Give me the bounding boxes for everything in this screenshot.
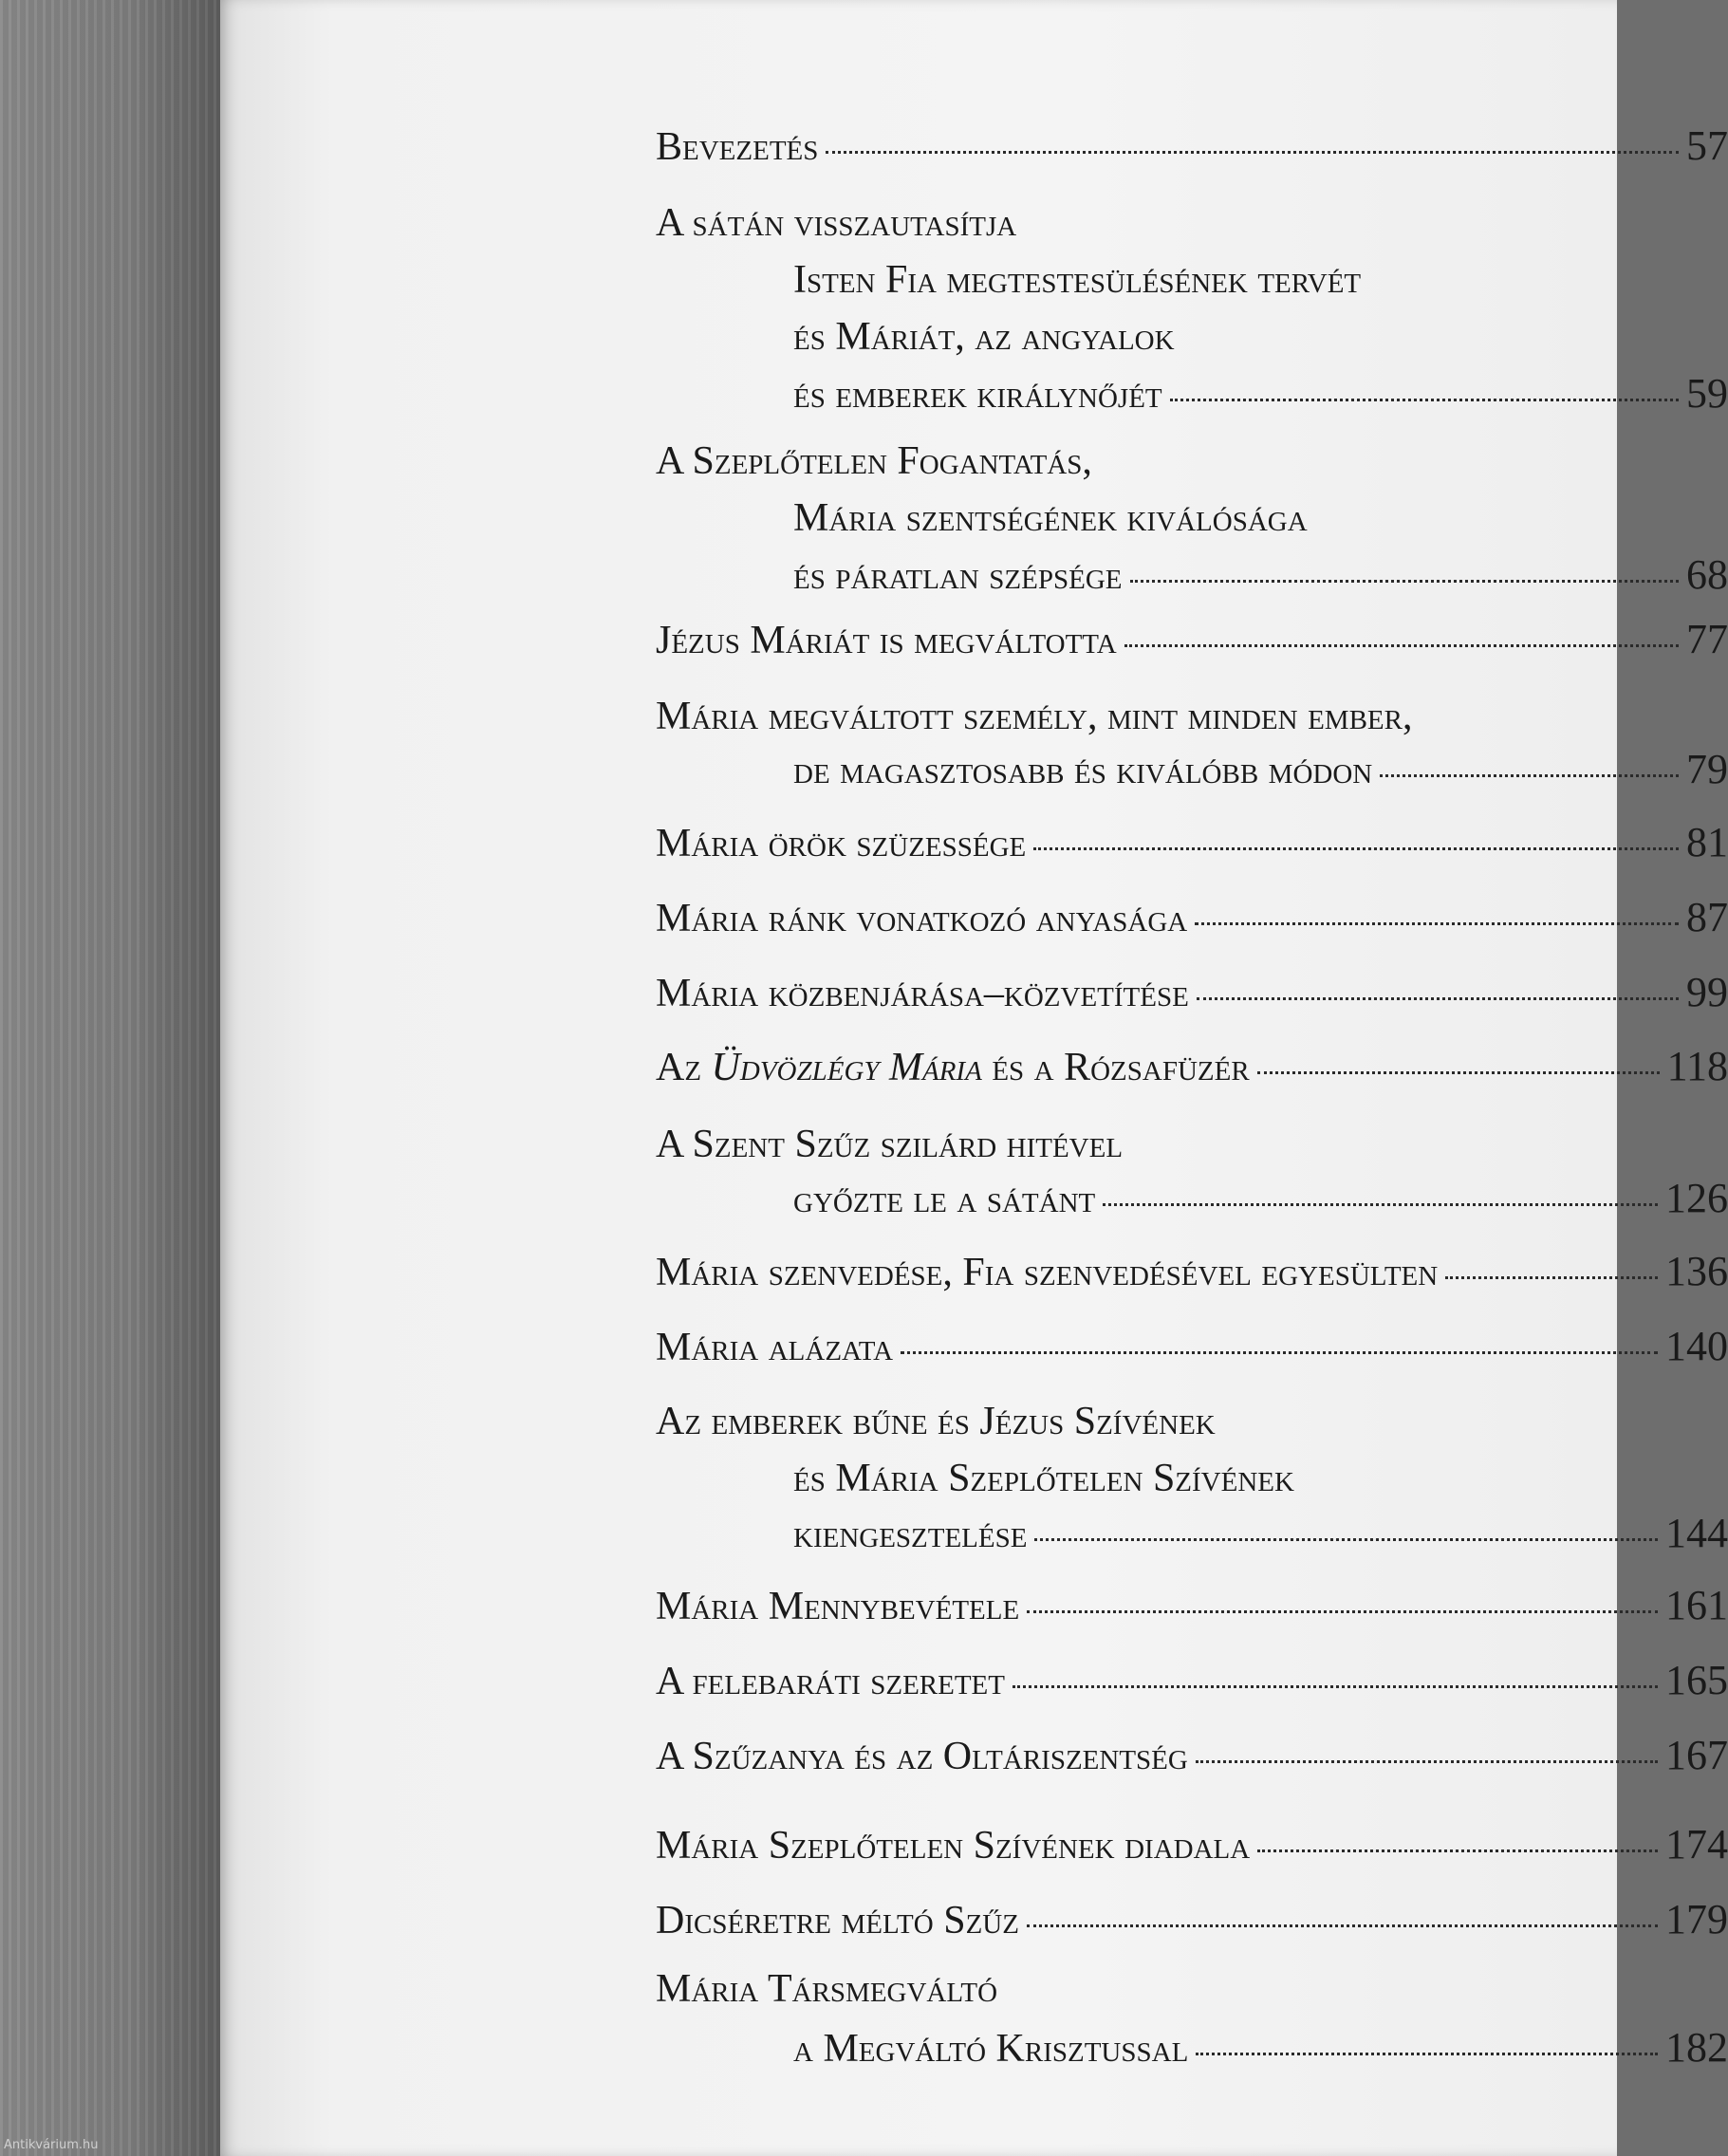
dot-leader: [1445, 1267, 1658, 1279]
dot-leader: [1257, 1062, 1660, 1074]
watermark: Antikvárium.hu: [4, 2138, 99, 2152]
dot-leader: [1027, 1601, 1658, 1613]
entry-title-suffix: és a Rózsafüzér: [981, 1046, 1250, 1089]
page-number: 126: [1665, 1175, 1728, 1221]
entry-title: Bevezetés: [656, 125, 819, 169]
dot-leader: [1034, 1529, 1658, 1541]
page-number: 165: [1665, 1657, 1728, 1703]
entry-title-continued: és Máriát, az angyalok: [793, 315, 1175, 359]
page-number: 77: [1686, 616, 1728, 662]
dot-leader: [1170, 389, 1679, 401]
entry-title: Mária szenvedése, Fia szenvedésével egyesülten: [656, 1251, 1439, 1294]
entry-title: Mária Mennybevétele: [656, 1585, 1020, 1628]
page-number: 87: [1686, 894, 1728, 940]
page-number: 140: [1665, 1323, 1728, 1369]
wooden-background: [0, 0, 220, 2156]
entry-title-last-line: és emberek királynőjét: [793, 373, 1162, 417]
dot-leader: [1257, 1840, 1658, 1852]
entry-title: Mária örök szüzessége: [656, 822, 1027, 865]
page-number: 167: [1665, 1732, 1728, 1778]
dot-leader: [1027, 1915, 1658, 1927]
page-number: 182: [1665, 2024, 1728, 2071]
entry-title: Mária megváltott személy, mint minden ember,: [656, 695, 1413, 738]
entry-title: Mária Társmegváltó: [656, 1967, 998, 2011]
dot-leader: [1380, 765, 1679, 777]
page-number: 81: [1686, 819, 1728, 865]
dot-leader: [1196, 1751, 1658, 1763]
entry-title-continued: Mária szentségének kiválósága: [793, 496, 1308, 540]
entry-title: Az emberek bűne és Jézus Szívének: [656, 1400, 1216, 1443]
page-number: 68: [1686, 551, 1728, 598]
dot-leader: [1124, 635, 1679, 647]
page-number: 59: [1686, 370, 1728, 417]
entry-title-last-line: a Megváltó Krisztussal: [793, 2027, 1189, 2071]
dot-leader: [901, 1342, 1658, 1354]
page-number: 179: [1665, 1896, 1728, 1942]
entry-title: A Szeplőtelen Fogantatás,: [656, 439, 1092, 483]
dot-leader: [1195, 913, 1679, 925]
entry-title-prefix: Az: [656, 1046, 712, 1089]
dot-leader: [1196, 2043, 1658, 2055]
dot-leader: [1130, 570, 1680, 583]
entry-title: A felebaráti szeretet: [656, 1660, 1005, 1703]
entry-title: Mária Szeplőtelen Szívének diadala: [656, 1824, 1251, 1868]
page-number: 99: [1686, 969, 1728, 1015]
entry-title-last-line: de magasztosabb és kiválóbb módon: [793, 749, 1373, 792]
page-number: 79: [1686, 746, 1728, 792]
dot-leader: [826, 141, 1679, 154]
entry-title-last-line: győzte le a sátánt: [793, 1178, 1096, 1221]
entry-title-italic: Üdvözlégy Mária: [711, 1046, 982, 1089]
entry-title-continued: Isten Fia megtestesülésének tervét: [793, 258, 1362, 302]
entry-title: Mária ránk vonatkozó anyasága: [656, 897, 1188, 940]
dot-leader: [1013, 1676, 1658, 1688]
entry-title: [656, 1043, 1250, 1092]
entry-title: A Szent Szűz szilárd hitével: [656, 1123, 1124, 1166]
page-number: 57: [1686, 122, 1728, 169]
entry-title: Mária alázata: [656, 1326, 894, 1369]
page-number: 118: [1666, 1043, 1728, 1089]
dot-leader: [1197, 988, 1679, 1000]
entry-title-last-line: kiengesztelése: [793, 1513, 1028, 1556]
page-number: 161: [1665, 1582, 1728, 1628]
entry-title: A Szűzanya és az Oltáriszentség: [656, 1735, 1188, 1778]
dot-leader: [1103, 1194, 1658, 1206]
page-number: 174: [1665, 1821, 1728, 1868]
entry-title: Dicséretre méltó Szűz: [656, 1899, 1019, 1942]
page-number: 144: [1665, 1510, 1728, 1556]
dot-leader: [1033, 838, 1679, 850]
page-number: 136: [1665, 1248, 1728, 1294]
entry-title-continued: és Mária Szeplőtelen Szívének: [793, 1457, 1294, 1500]
entry-title: A sátán visszautasítja: [656, 201, 1017, 245]
entry-title: Jézus Máriát is megváltotta: [656, 619, 1117, 662]
entry-title: Mária közbenjárása–közvetítése: [656, 972, 1189, 1015]
entry-title-last-line: és páratlan szépsége: [793, 554, 1123, 598]
book-page: [220, 0, 1728, 2156]
